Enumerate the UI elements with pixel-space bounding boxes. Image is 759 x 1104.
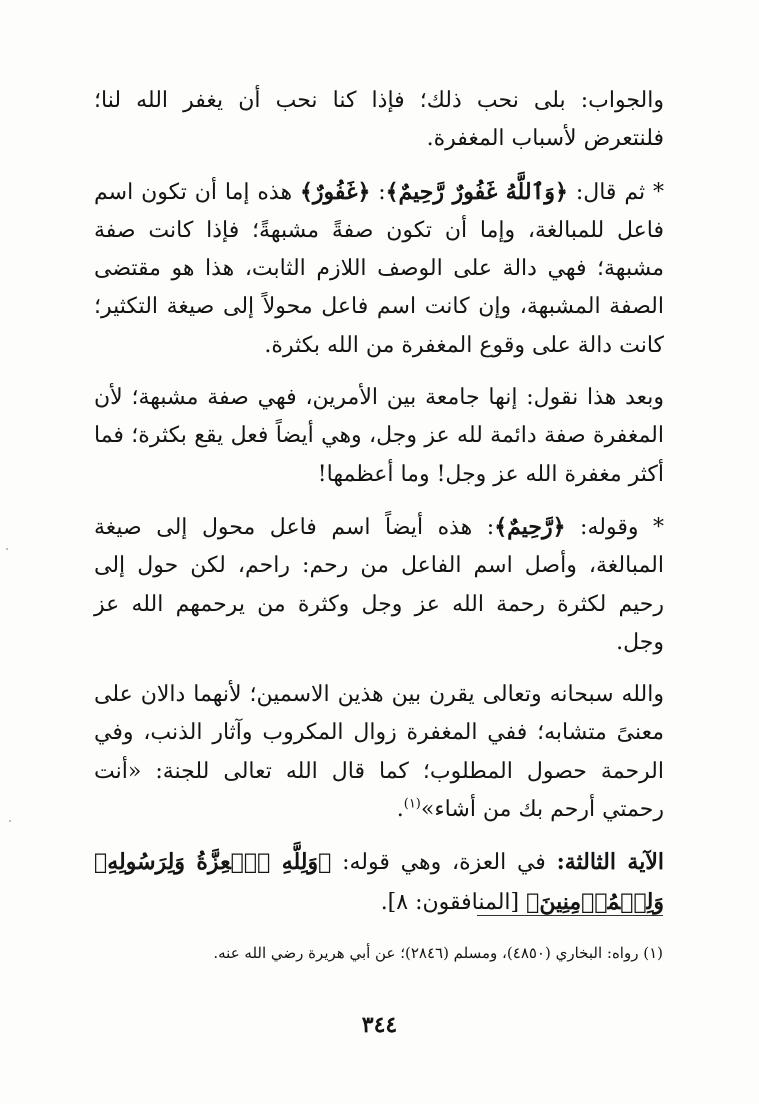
- main-text: [94, 82, 664, 936]
- page-number: ٣٤٤: [361, 1012, 398, 1038]
- paragraph-text: : هذه أيضاً اسم فاعل محول إلى صيغة المبالغة، وأصل اسم الفاعل من رحم: راحم، لكن حول إلى رحيم لكثرة رحمة الله عز وجل وكثرة من يرحمهم الله عز وجل.: [94, 514, 664, 655]
- paragraph-text: .: [396, 797, 404, 823]
- quran-verse: ﴿غَفُورٌ﴾: [299, 178, 371, 205]
- paragraph: [94, 82, 664, 159]
- quran-verse: ﴿وَلِلَّهِ ٱلۡعِزَّةُ وَلِرَسُولِهِۦ وَلِلۡمُؤۡمِنِينَ﴾: [94, 849, 664, 915]
- scan-speck: [6, 548, 8, 550]
- paragraph-text: والله سبحانه وتعالى يقرن بين هذين الاسمين؛ لأنهما دالان على معنىً متشابه؛ ففي المغفرة زوال المكروب وآثار الذنب، وفي الرحمة حصول المطلوب؛ كما قال الله تعالى للجنة: «أنت رحمتي أرحم بك من أشاء»: [94, 682, 664, 823]
- paragraph-text: وبعد هذا نقول: إنها جامعة بين الأمرين، فهي صفة مشبهة؛ لأن المغفرة صفة دائمة لله عز وجل، وهي أيضاً فعل يقع بكثرة؛ فما أكثر مغفرة الله عز وجل! وما أعظمها!: [94, 385, 664, 487]
- paragraph-text: هذه إما أن تكون اسم فاعل للمبالغة، وإما أن تكون صفةً مشبهةً؛ فإذا كانت صفة مشبهة؛ فهي دالة على الوصف اللازم الثابت، هذا هو مقتضى الصفة المشبهة، وإن كانت اسم فاعل محولاً إلى صيغة التكثير؛ كانت دالة على وقوع المغفرة من الله بكثرة.: [94, 179, 664, 358]
- quran-verse: ﴿وَٱللَّهُ غَفُورٌ رَّحِيمٌ﴾: [385, 178, 568, 205]
- paragraph-text: * وقوله:: [565, 514, 665, 540]
- paragraph-text: * ثم قال:: [567, 179, 664, 205]
- paragraph: [94, 173, 664, 365]
- paragraph: [94, 379, 664, 494]
- paragraph: [94, 843, 664, 922]
- paragraph-text: والجواب: بلى نحب ذلك؛ فإذا كنا نحب أن يغفر الله لنا؛ فلنتعرض لأسباب المغفرة.: [94, 88, 664, 152]
- footnote-separator: [477, 915, 663, 916]
- paragraph-text: [المنافقون: ٨].: [380, 889, 527, 915]
- paragraph-text: في العزة، وهي قوله:: [331, 850, 557, 876]
- paragraph: [94, 508, 664, 662]
- footnote-reference: (١): [403, 796, 421, 812]
- quran-verse: ﴿رَّحِيمٌ﴾: [494, 513, 566, 540]
- paragraph-text: :: [370, 179, 386, 205]
- paragraph: [94, 676, 664, 829]
- footnote: (١) رواه: البخاري (٤٨٥٠)، ومسلم (٢٨٤٦)؛ عن أبي هريرة رضي الله عنه.: [213, 944, 663, 962]
- section-heading: الآية الثالثة:: [556, 849, 665, 876]
- scan-speck: [9, 820, 11, 822]
